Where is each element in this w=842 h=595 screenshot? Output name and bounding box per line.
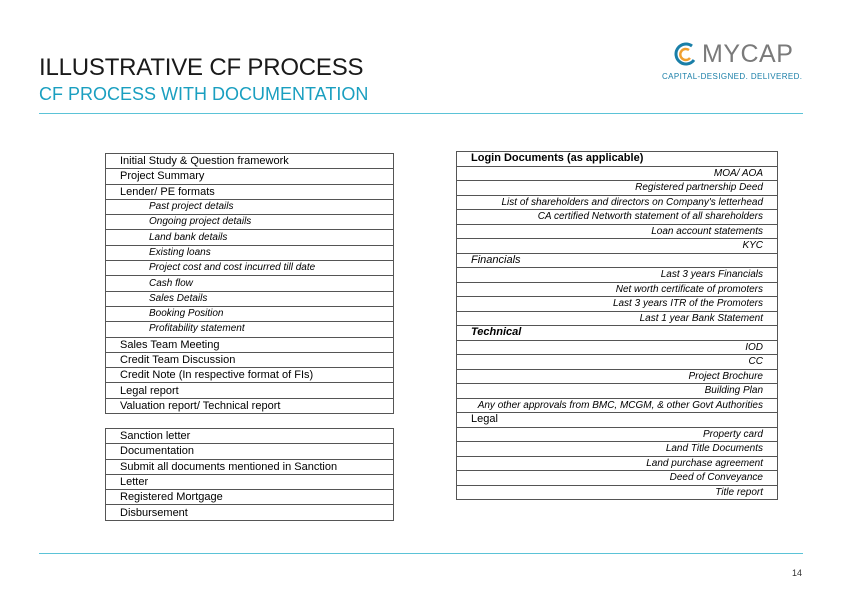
page-number: 14 — [791, 568, 802, 578]
process-substep: Past project details — [106, 199, 394, 214]
process-step-row — [106, 230, 394, 245]
document-section-heading: Legal — [457, 413, 778, 428]
post-sanction-step: Submit all documents mentioned in Sanction — [106, 459, 394, 474]
document-item-row — [457, 224, 778, 239]
document-item-row — [457, 427, 778, 442]
process-step-row — [106, 154, 394, 169]
header-divider — [39, 113, 803, 114]
process-substep: Land bank details — [106, 230, 394, 245]
process-step-row — [106, 261, 394, 276]
document-item-row — [457, 166, 778, 181]
process-step-row — [106, 291, 394, 306]
document-item: CC — [457, 355, 778, 370]
process-step: Sales Team Meeting — [106, 337, 394, 352]
document-section-row — [457, 413, 778, 428]
document-item-row — [457, 297, 778, 312]
process-step-row — [106, 368, 394, 383]
document-item: Property card — [457, 427, 778, 442]
post-sanction-step: Letter — [106, 474, 394, 489]
document-item: Land Title Documents — [457, 442, 778, 457]
logo-tagline: CAPITAL-DESIGNED. DELIVERED. — [662, 72, 803, 81]
document-item: List of shareholders and directors on Company's letterhead — [457, 195, 778, 210]
process-substep: Ongoing project details — [106, 215, 394, 230]
process-step: Initial Study & Question framework — [106, 154, 394, 169]
document-item-row — [457, 195, 778, 210]
process-step-row — [106, 169, 394, 184]
document-item: Any other approvals from BMC, MCGM, & other Govt Authorities — [457, 398, 778, 413]
process-step-row — [106, 383, 394, 398]
document-section-row — [457, 326, 778, 341]
document-item: KYC — [457, 239, 778, 254]
document-item: Project Brochure — [457, 369, 778, 384]
document-section-row — [457, 152, 778, 167]
document-item-row — [457, 471, 778, 486]
document-item: Registered partnership Deed — [457, 181, 778, 196]
post-sanction-step: Registered Mortgage — [106, 490, 394, 505]
document-item: Title report — [457, 485, 778, 500]
login-documents-table — [456, 151, 778, 500]
page-title: ILLUSTRATIVE CF PROCESS — [39, 54, 364, 81]
process-step-row — [106, 215, 394, 230]
process-steps-table — [105, 153, 394, 414]
logo-swirl-icon — [674, 42, 698, 66]
document-item-row — [457, 282, 778, 297]
document-section-heading: Login Documents (as applicable) — [457, 152, 778, 167]
document-item-row — [457, 355, 778, 370]
process-step-row — [106, 245, 394, 260]
post-sanction-step: Sanction letter — [106, 429, 394, 444]
document-item-row — [457, 398, 778, 413]
document-item: Last 3 years Financials — [457, 268, 778, 283]
process-step-row — [106, 276, 394, 291]
document-item-row — [457, 268, 778, 283]
process-substep: Profitability statement — [106, 322, 394, 337]
process-substep: Project cost and cost incurred till date — [106, 261, 394, 276]
process-step: Legal report — [106, 383, 394, 398]
process-step: Credit Team Discussion — [106, 352, 394, 367]
document-item-row — [457, 311, 778, 326]
process-step-row — [106, 352, 394, 367]
process-step-row — [106, 184, 394, 199]
document-item-row — [457, 456, 778, 471]
process-step-row — [106, 199, 394, 214]
process-step-row — [106, 398, 394, 413]
post-sanction-row — [106, 459, 394, 474]
process-substep: Existing loans — [106, 245, 394, 260]
logo-wordmark: MYCAP — [702, 40, 794, 68]
document-item-row — [457, 340, 778, 355]
document-item-row — [457, 384, 778, 399]
document-item: MOA/ AOA — [457, 166, 778, 181]
document-item: Land purchase agreement — [457, 456, 778, 471]
post-sanction-row — [106, 505, 394, 520]
process-step: Project Summary — [106, 169, 394, 184]
document-item-row — [457, 485, 778, 500]
document-item-row — [457, 210, 778, 225]
process-substep: Booking Position — [106, 306, 394, 321]
document-item: Deed of Conveyance — [457, 471, 778, 486]
post-sanction-row — [106, 429, 394, 444]
document-item: IOD — [457, 340, 778, 355]
post-sanction-step: Documentation — [106, 444, 394, 459]
document-section-heading: Financials — [457, 253, 778, 268]
page-subtitle: CF PROCESS WITH DOCUMENTATION — [39, 84, 369, 104]
post-sanction-step: Disbursement — [106, 505, 394, 520]
process-substep: Cash flow — [106, 276, 394, 291]
document-item: Building Plan — [457, 384, 778, 399]
document-section-heading: Technical — [457, 326, 778, 341]
process-step-row — [106, 322, 394, 337]
process-step: Lender/ PE formats — [106, 184, 394, 199]
footer-divider — [39, 553, 803, 554]
process-step-row — [106, 337, 394, 352]
document-item: Last 3 years ITR of the Promoters — [457, 297, 778, 312]
post-sanction-row — [106, 490, 394, 505]
document-item-row — [457, 369, 778, 384]
process-step: Valuation report/ Technical report — [106, 398, 394, 413]
mycap-logo — [662, 38, 812, 86]
document-item-row — [457, 442, 778, 457]
document-item-row — [457, 239, 778, 254]
post-sanction-table — [105, 428, 394, 521]
process-step-row — [106, 306, 394, 321]
post-sanction-row — [106, 474, 394, 489]
document-item-row — [457, 181, 778, 196]
process-step: Credit Note (In respective format of FIs) — [106, 368, 394, 383]
post-sanction-row — [106, 444, 394, 459]
document-item: Net worth certificate of promoters — [457, 282, 778, 297]
document-item: Last 1 year Bank Statement — [457, 311, 778, 326]
document-section-row — [457, 253, 778, 268]
document-item: CA certified Networth statement of all shareholders — [457, 210, 778, 225]
document-item: Loan account statements — [457, 224, 778, 239]
process-substep: Sales Details — [106, 291, 394, 306]
